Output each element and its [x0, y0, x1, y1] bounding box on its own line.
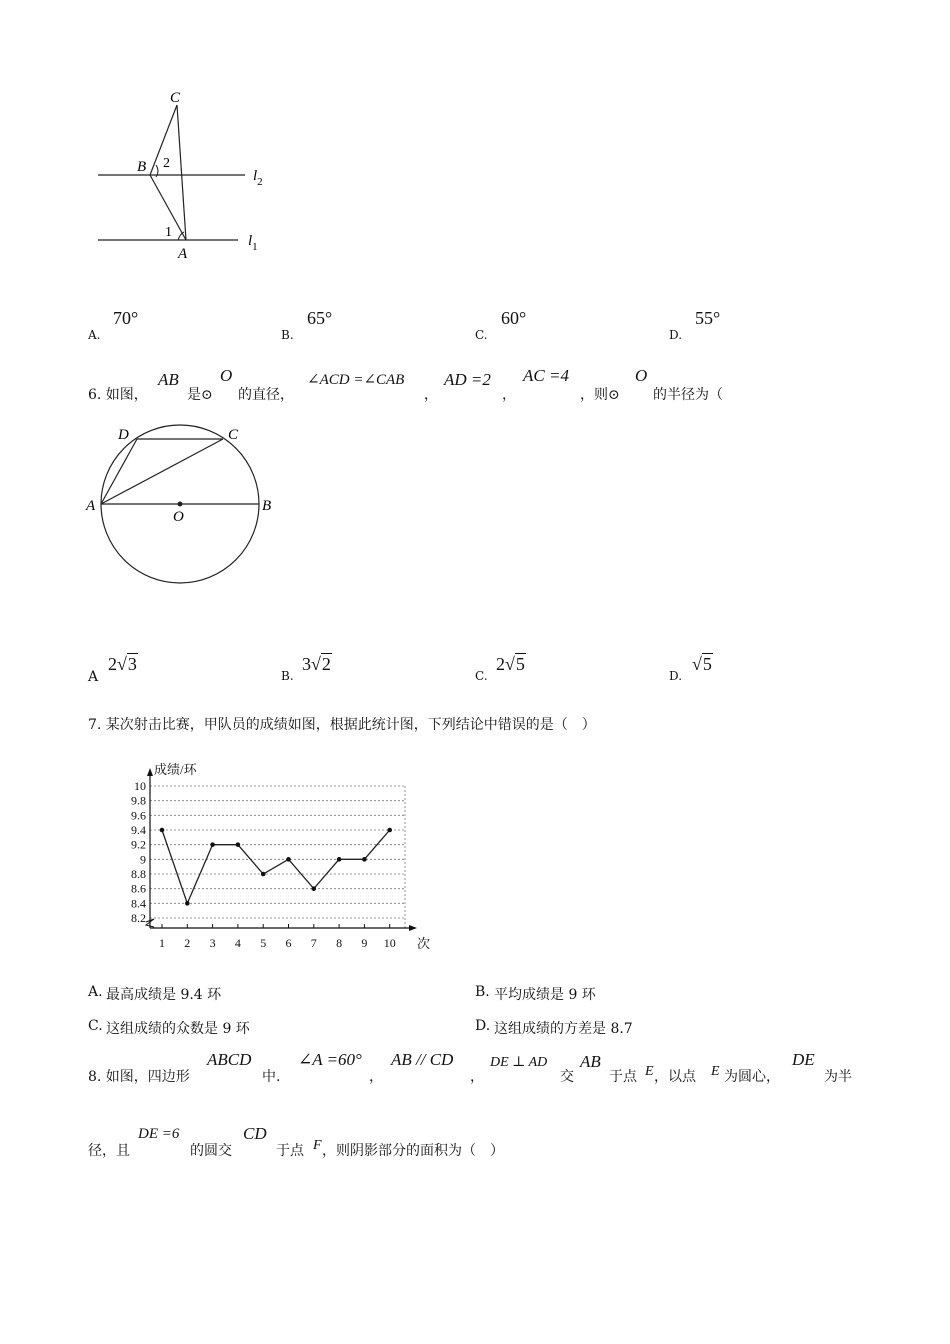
math-ad: AD =2: [444, 370, 491, 389]
y-tick-label: 8.4: [131, 896, 146, 911]
math-parallel: AB // CD: [391, 1050, 454, 1069]
math-angle-eq: ∠ACD =∠CAB: [307, 372, 405, 388]
data-point: [337, 857, 342, 862]
option-letter: A: [88, 669, 99, 685]
x-tick-label: 5: [260, 936, 267, 950]
figure-parallel-lines: [90, 85, 280, 265]
line-chart-scores: [110, 760, 440, 960]
text-comma: ，: [470, 1069, 484, 1085]
label-a: A: [178, 246, 188, 262]
text-radius: 为半: [824, 1069, 852, 1085]
option-letter: B.: [281, 328, 294, 342]
data-point: [312, 886, 317, 891]
option-value: 60°: [501, 308, 527, 328]
label-b: B: [137, 159, 147, 175]
option-value: √5: [692, 654, 712, 674]
center-dot: [178, 502, 183, 507]
x-tick-label: 10: [383, 936, 396, 950]
option-letter: B.: [475, 984, 490, 1000]
text-comma: ，: [502, 387, 516, 403]
x-tick-label: 3: [209, 936, 216, 950]
y-tick-label: 8.6: [131, 881, 146, 896]
q7-stem: 7. 某次射击比赛，甲队员的成绩如图，根据此统计图，下列结论中错误的是（ ）: [88, 717, 596, 733]
x-tick-label: 4: [234, 936, 241, 950]
option-letter: C.: [475, 328, 488, 342]
math-angle-a: ∠A =60°: [298, 1050, 362, 1069]
text-yudian: 于点: [609, 1069, 637, 1085]
y-axis-arrow: [147, 768, 153, 776]
label-angle-1: 1: [165, 225, 172, 240]
option-letter: C.: [88, 1018, 103, 1034]
y-tick-label: 9.6: [131, 808, 146, 823]
x-tick-label: 2: [184, 936, 191, 950]
text-radius: 的半径为（: [653, 387, 723, 403]
x-tick-label: 6: [285, 936, 292, 950]
segment-ac: [177, 105, 186, 240]
text-yidian: ，以点: [654, 1069, 696, 1085]
option-text: 这组成绩的众数是 9 环: [106, 1021, 250, 1037]
label-l2: $l_2$: [253, 168, 263, 188]
math-e: E: [645, 1064, 654, 1079]
label-c: C: [170, 90, 181, 106]
text-comma: ，: [369, 1069, 383, 1085]
option-letter: A.: [88, 984, 103, 1000]
option-text: 最高成绩是 9.4 环: [106, 987, 222, 1003]
y-tick-label: 9.4: [131, 823, 146, 837]
y-tick-label: 9: [140, 852, 146, 867]
data-point: [286, 857, 291, 862]
text-jing: 径，且: [88, 1143, 130, 1159]
option-letter: D.: [669, 669, 683, 683]
option-letter: D.: [475, 1018, 491, 1034]
x-tick-label: 8: [336, 936, 343, 950]
data-point: [185, 901, 190, 906]
label-a: A: [86, 498, 96, 514]
y-tick-label: 8.2: [131, 911, 146, 925]
data-point: [387, 828, 392, 833]
math-de6: DE =6: [138, 1126, 180, 1142]
y-axis-label: 成绩/环: [154, 762, 197, 777]
option-letter: C.: [475, 669, 488, 683]
text-is: 是⊙: [187, 387, 213, 403]
label-o: O: [173, 509, 184, 525]
data-point: [362, 857, 367, 862]
option-letter: A.: [88, 328, 101, 342]
q8-number: 8. 如图，四边形: [88, 1069, 190, 1085]
figure-circle: [80, 420, 290, 590]
x-axis-arrow: [409, 925, 417, 931]
label-b: B: [262, 498, 272, 514]
text-tail: ，则阴影部分的面积为（ ）: [322, 1143, 504, 1159]
text-then: ，则⊙: [580, 387, 620, 403]
q6-number: 6. 如图，: [88, 387, 148, 403]
text-center: 为圆心，: [724, 1069, 780, 1085]
text-jiao: 交: [560, 1069, 574, 1085]
option-value: 55°: [695, 308, 721, 328]
data-point: [210, 842, 215, 847]
y-tick-label: 10: [134, 779, 146, 793]
option-value: 65°: [307, 308, 333, 328]
text-zhong: 中.: [262, 1069, 281, 1085]
math-ab: AB: [158, 370, 179, 389]
label-d: D: [118, 427, 129, 443]
label-angle-2: 2: [163, 156, 170, 171]
math-abcd: ABCD: [207, 1050, 252, 1069]
math-cd: CD: [243, 1124, 267, 1143]
option-value: 3√2: [302, 654, 331, 674]
data-point: [160, 828, 165, 833]
y-tick-label: 9.2: [131, 837, 146, 852]
text-circle-meets: 的圆交: [190, 1143, 232, 1159]
math-perp: DE ⊥ AD: [490, 1055, 548, 1070]
text-diameter: 的直径，: [238, 387, 294, 403]
label-c: C: [228, 427, 239, 443]
data-point: [236, 842, 241, 847]
text-comma: ，: [424, 387, 438, 403]
option-text: 平均成绩是 9 环: [494, 987, 596, 1003]
math-ac: AC =4: [523, 366, 569, 385]
math-f: F: [313, 1138, 322, 1153]
y-tick-label: 9.8: [131, 793, 146, 808]
x-axis-label: 次: [417, 936, 431, 951]
math-e: E: [711, 1064, 720, 1079]
text-yudian: 于点: [276, 1143, 304, 1159]
option-letter: B.: [281, 669, 294, 683]
math-o: O: [220, 366, 233, 385]
label-l1: $l_1$: [248, 233, 258, 253]
series-line: [162, 830, 390, 903]
math-de: DE: [792, 1050, 815, 1069]
x-tick-label: 1: [159, 936, 165, 950]
option-letter: D.: [669, 328, 683, 342]
math-o: O: [635, 366, 648, 385]
y-tick-label: 8.8: [131, 867, 146, 881]
option-text: 这组成绩的方差是 8.7: [494, 1021, 633, 1037]
x-tick-label: 7: [310, 936, 317, 950]
option-value: 2√5: [496, 654, 525, 674]
option-value: 2√3: [108, 654, 137, 674]
option-value: 70°: [113, 308, 139, 328]
data-point: [261, 872, 266, 877]
x-tick-label: 9: [361, 936, 368, 950]
math-ab: AB: [580, 1052, 601, 1071]
